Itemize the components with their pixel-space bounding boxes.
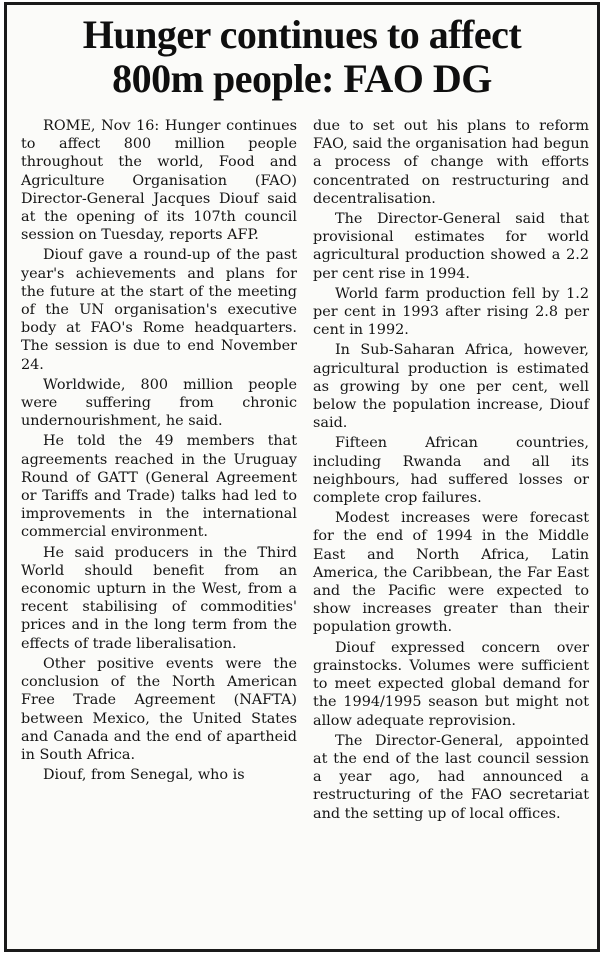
article-body: [21, 117, 589, 945]
left-column: [21, 117, 297, 945]
paragraph: Modest increases were forecast for the end of 1994 in the Middle East and North Africa, Latin America, the Caribbean, the Far East and the Pacific were expected to show increases greater than their population growth.: [313, 510, 589, 636]
paragraph: World farm production fell by 1.2 per cent in 1993 after rising 2.8 per cent in 1992.: [313, 285, 589, 339]
paragraph: Diouf, from Senegal, who is: [43, 767, 245, 784]
paragraph: In Sub-Saharan Africa, however, agricultural production is estimated as growing by one per cent, well below the population increase, Diouf said.: [313, 342, 589, 432]
paragraph: The Director-General said that provisional estimates for world agricultural production showed a 2.2 per cent rise in 1994.: [313, 211, 589, 282]
paragraph: Diouf expressed concern over grainstocks. Volumes were sufficient to meet expected global demand for the 1994/1995 season but might not allow adequate reprovision.: [313, 639, 589, 729]
newspaper-clipping: [4, 2, 600, 952]
paragraph: He told the 49 members that agreements reached in the Uruguay Round of GATT (General Agreement or Tariffs and Trade) talks had led to improvements in the international commercial environment.: [21, 433, 297, 541]
headline-line-2: 800m people: FAO DG: [112, 56, 492, 101]
headline: [15, 13, 589, 101]
paragraph-continued: due to set out his plans to reform FAO, said the organisation had begun a process of change with efforts concentrated on restructuring and decentralisation.: [313, 118, 589, 207]
paragraph-dateline: ROME, Nov 16: Hunger continues to affect 800 million people throughout the world, Food and Agriculture Organisation (FAO) Director-General Jacques Diouf said at the opening of its 107th council session on Tuesday, reports AFP.: [21, 118, 297, 244]
right-column: [313, 117, 589, 945]
paragraph: Diouf gave a round-up of the past year's achievements and plans for the future at the start of the meeting of the UN organisation's executive body at FAO's Rome headquarters. The session is due to end November 24.: [21, 247, 297, 373]
paragraph: Worldwide, 800 million people were suffering from chronic undernourishment, he said.: [21, 376, 297, 430]
headline-line-1: Hunger continues to affect: [82, 12, 522, 57]
paragraph: He said producers in the Third World should benefit from an economic upturn in the West, from a recent stabilising of commodities' prices and in the long term from the effects of trade liberalisation.: [21, 544, 297, 652]
paragraph: Other positive events were the conclusion of the North American Free Trade Agreement (NAFTA) between Mexico, the United States and Canada and the end of apartheid in South Africa.: [21, 655, 297, 763]
paragraph: The Director-General, appointed at the end of the last council session a year ago, had announced a restructuring of the FAO secretariat and the setting up of local offices.: [313, 732, 589, 822]
paragraph: Fifteen African countries, including Rwanda and all its neighbours, had suffered losses or complete crop failures.: [313, 435, 589, 507]
